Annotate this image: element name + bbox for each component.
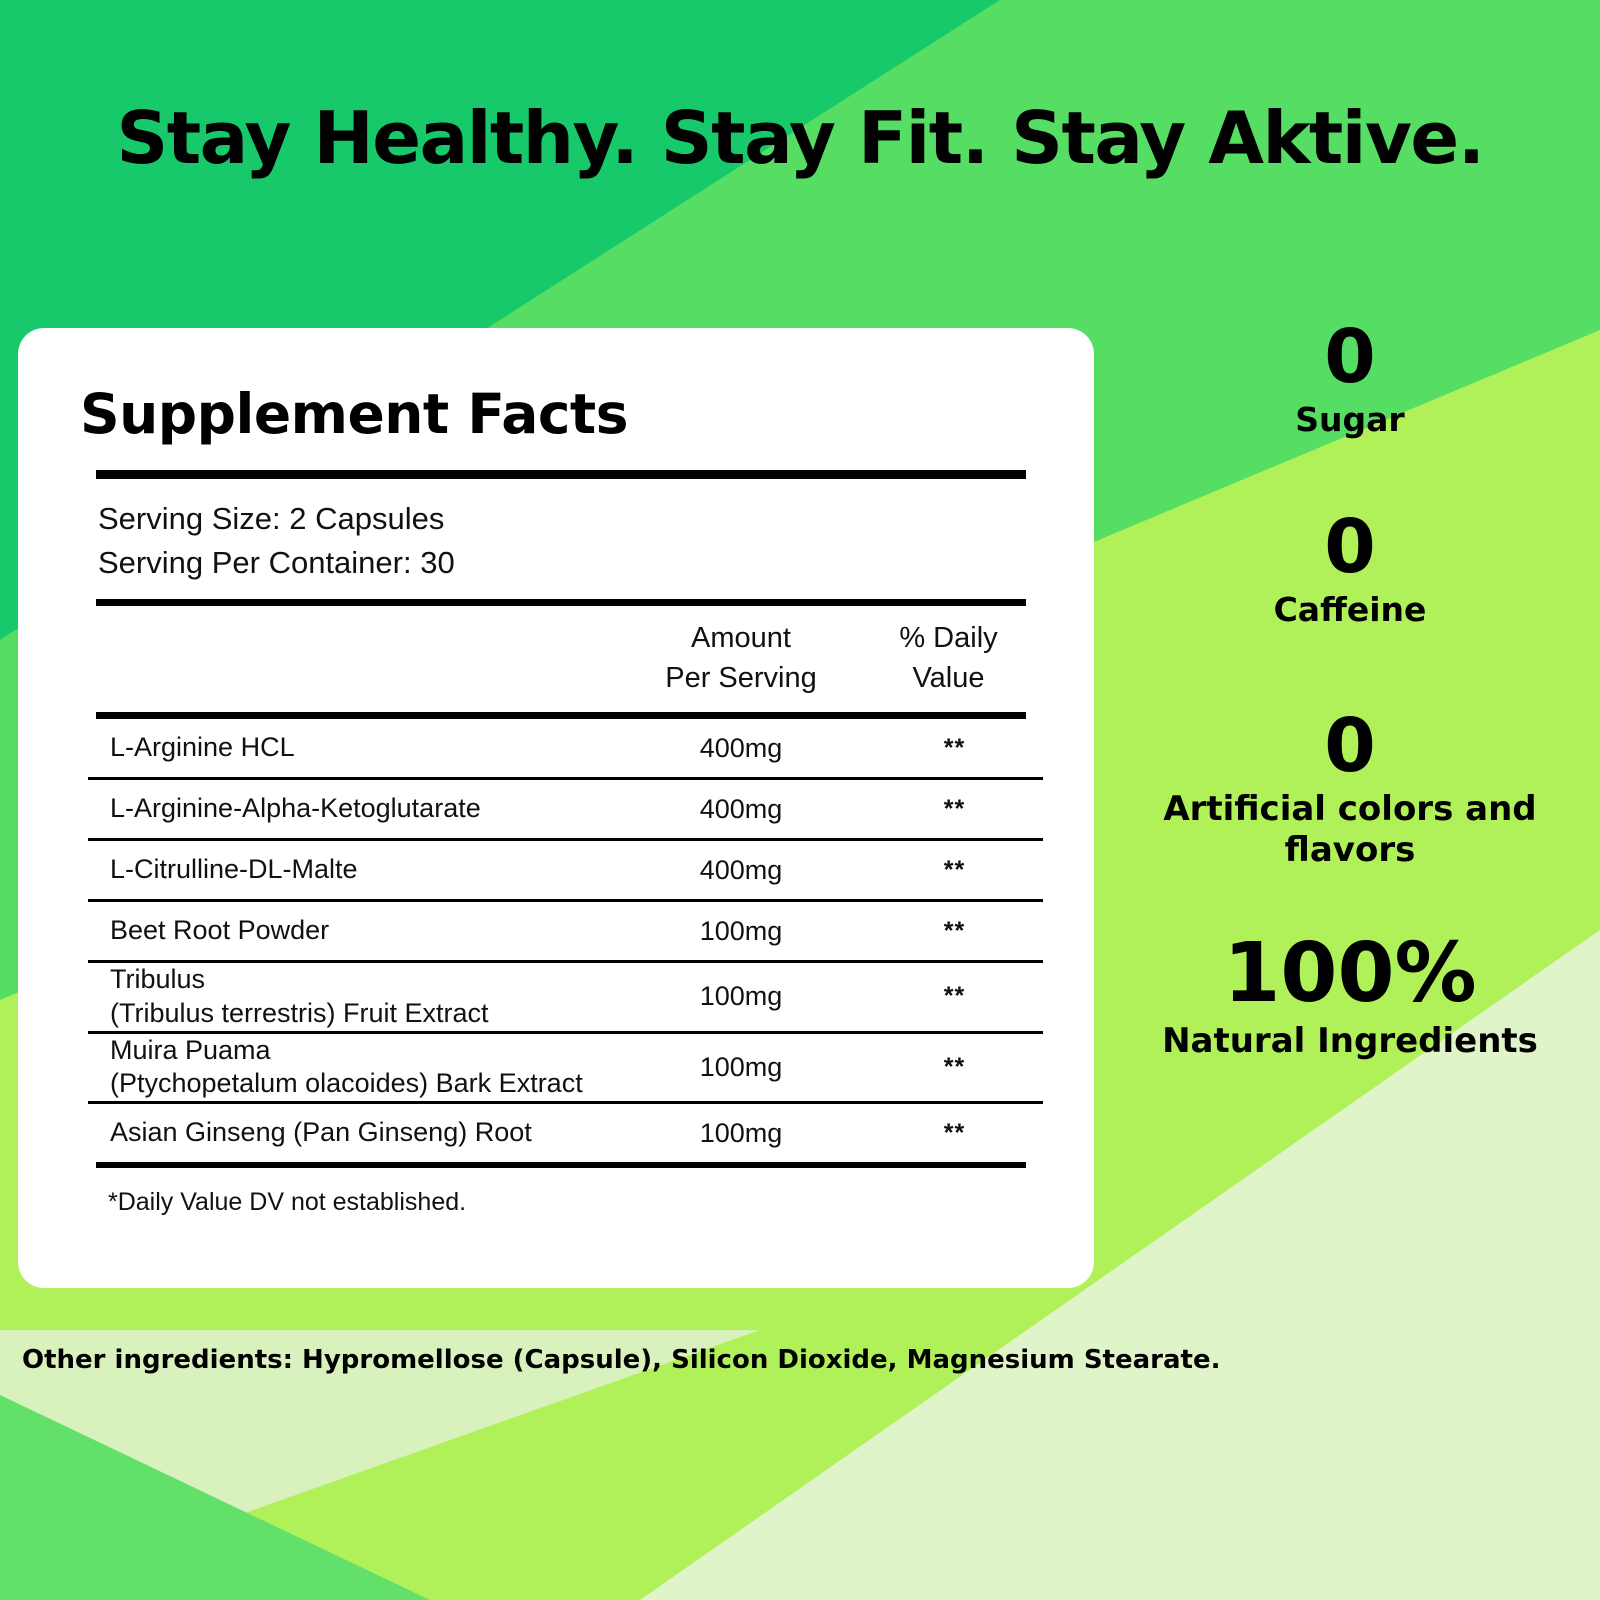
divider-table-bottom [96, 1162, 1026, 1168]
ingredient-amount: 100mg [699, 915, 783, 946]
ingredient-name [88, 963, 616, 1031]
ingredient-amount: 100mg [699, 1051, 783, 1082]
daily-value-footnote: *Daily Value DV not established. [108, 1188, 467, 1217]
ingredient-name-line1: Muira Puama [110, 1034, 271, 1065]
table-row [88, 719, 1043, 777]
serving-size: Serving Size: 2 Capsules [98, 501, 445, 536]
ingredient-name [88, 792, 616, 826]
stat-label: Caffeine [1273, 590, 1427, 630]
column-header-dv-line2: Value [912, 662, 985, 695]
ingredient-name [88, 1116, 616, 1150]
table-row [88, 780, 1043, 838]
ingredient-name-line1: Asian Ginseng (Pan Ginseng) Root [110, 1117, 532, 1148]
divider-above-columns [96, 599, 1026, 606]
ingredient-daily-value: ** [943, 733, 966, 762]
other-ingredients: Other ingredients: Hypromellose (Capsule), Silicon Dioxide, Magnesium Stearate. [22, 1345, 1221, 1375]
column-header-spacer [96, 618, 616, 698]
stat-value: 0 [1324, 504, 1376, 591]
stat-sugar [1100, 314, 1600, 440]
stat-natural-ingredients [1100, 926, 1600, 1062]
ingredient-amount: 400mg [699, 854, 783, 885]
ingredient-name [88, 731, 616, 765]
stat-label: Natural Ingredients [1162, 1021, 1538, 1062]
benefit-stats [1100, 314, 1600, 1081]
ingredient-amount: 100mg [699, 1117, 783, 1148]
ingredient-amount: 400mg [699, 793, 783, 824]
table-row [88, 841, 1043, 899]
ingredient-daily-value: ** [943, 855, 966, 884]
divider-top [96, 470, 1026, 479]
ingredient-name-line1: Beet Root Powder [110, 915, 330, 946]
ingredient-amount: 400mg [699, 732, 783, 763]
column-header-dv-line1: % Daily [899, 622, 998, 655]
stat-label: Sugar [1295, 400, 1405, 439]
ingredient-name-line2: (Ptychopetalum olacoides) Bark Extract [110, 1068, 583, 1099]
ingredient-daily-value: ** [943, 1052, 966, 1081]
page-headline: Stay Healthy. Stay Fit. Stay Aktive. [116, 96, 1484, 180]
ingredient-daily-value: ** [943, 794, 966, 823]
ingredient-daily-value: ** [943, 1118, 966, 1147]
column-header-daily-value [866, 618, 1031, 698]
stat-label: Artificial colors and flavors [1163, 788, 1537, 870]
ingredient-table [66, 719, 1046, 1168]
table-column-headers [96, 618, 1031, 698]
ingredient-amount: 100mg [699, 981, 783, 1012]
ingredient-name-line1: L-Citrulline-DL-Malte [110, 854, 358, 885]
column-header-amount [616, 618, 866, 698]
stat-value: 0 [1324, 314, 1376, 400]
divider-below-columns [96, 712, 1026, 719]
stat-artificial-colors-flavors [1100, 702, 1600, 872]
ingredient-name [88, 1034, 616, 1102]
table-row [88, 1034, 1043, 1102]
table-row [88, 1104, 1043, 1162]
supplement-facts-title: Supplement Facts [80, 382, 628, 446]
ingredient-name-line1: Tribulus [110, 964, 206, 995]
ingredient-name [88, 914, 616, 948]
serving-info [98, 497, 1046, 585]
stat-value: 0 [1324, 702, 1376, 789]
stat-caffeine [1100, 504, 1600, 630]
servings-per-container: Serving Per Container: 30 [98, 545, 455, 581]
ingredient-daily-value: ** [943, 982, 966, 1011]
table-row [88, 963, 1043, 1031]
column-header-amount-line2: Per Serving [665, 662, 817, 695]
ingredient-name-line1: L-Arginine HCL [110, 732, 295, 763]
ingredient-name-line2: (Tribulus terrestris) Fruit Extract [110, 997, 489, 1028]
ingredient-name-line1: L-Arginine-Alpha-Ketoglutarate [110, 793, 481, 824]
stat-value: 100% [1223, 926, 1477, 1022]
table-row [88, 902, 1043, 960]
column-header-amount-line1: Amount [691, 622, 791, 655]
ingredient-daily-value: ** [943, 916, 966, 945]
ingredient-name [88, 853, 616, 887]
supplement-facts-card [18, 328, 1094, 1288]
